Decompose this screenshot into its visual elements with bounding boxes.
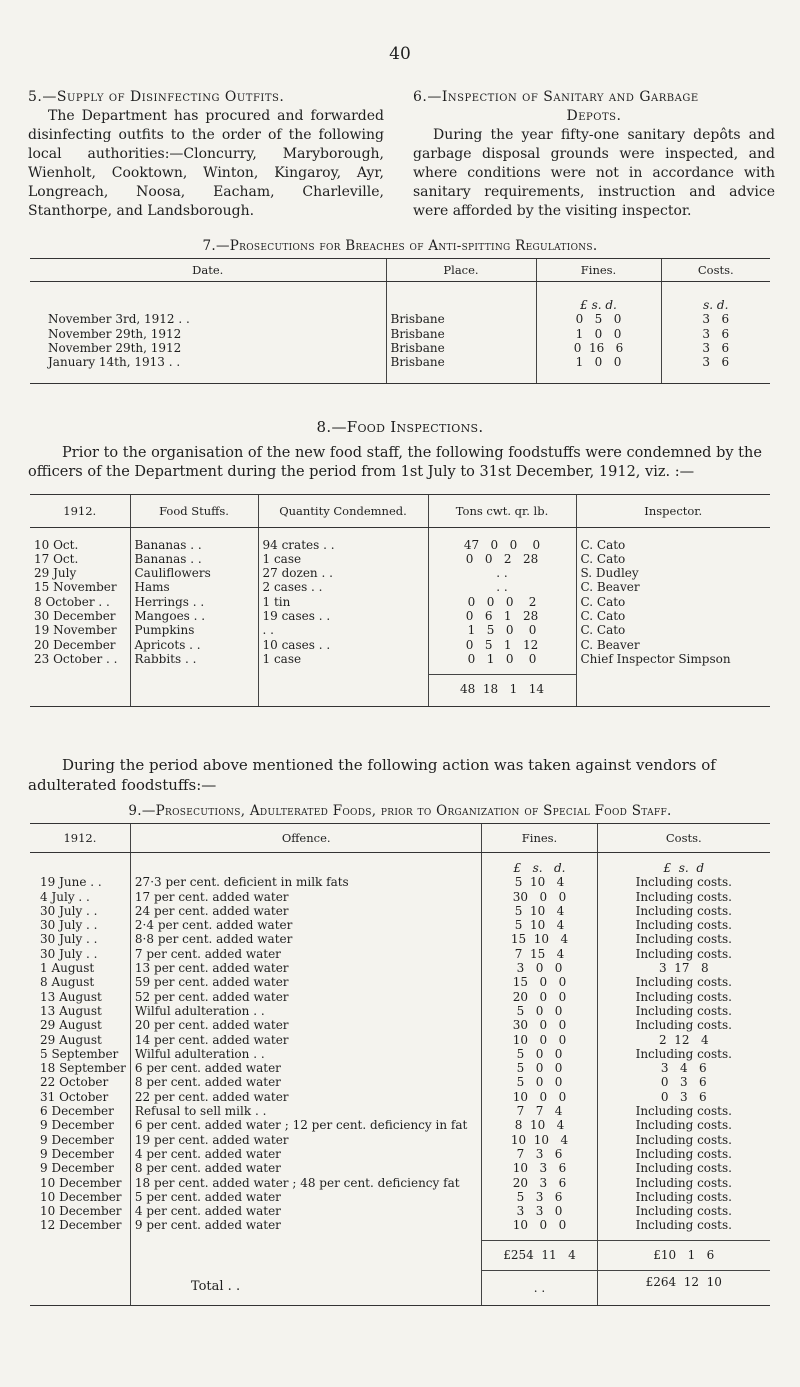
col-header-costs: Costs.	[661, 259, 770, 282]
row-fine: 30 0 0	[482, 890, 597, 904]
table-row: 20 December Apricots . . 10 cases . . 0 5 1 12 C. Beaver	[30, 638, 770, 652]
row-date: 19 June . .	[40, 875, 102, 890]
section-8-intro: Prior to the organisation of the new food staff, the following foodstuffs were condemned by the officers of the Department during the period from 1st July to 31st December, 1912, viz. :—	[28, 445, 762, 480]
row-offence: 8·8 per cent. added water	[130, 932, 482, 946]
row-date: 30 July . .	[40, 932, 98, 947]
row-fine: 7 15 4	[482, 947, 597, 961]
row-cost: Including costs.	[597, 918, 770, 932]
row-cost: 0 3 6	[597, 1075, 770, 1089]
table-row	[30, 1147, 770, 1161]
table-row	[30, 1204, 770, 1218]
table-row: November 3rd, 1912 . . Brisbane 0 5 0 3 6	[30, 312, 770, 326]
row-offence: Wilful adulteration . .	[130, 1004, 482, 1018]
table-row	[30, 1090, 770, 1104]
row-date: 30 July . .	[40, 903, 98, 918]
table-row	[30, 990, 770, 1004]
table-row	[30, 975, 770, 989]
total-weight: 48 18 1 14	[428, 674, 576, 706]
row-date: 12 December	[40, 1218, 122, 1233]
table-row	[30, 918, 770, 932]
row-cost: Including costs.	[597, 1218, 770, 1232]
section-6-heading-line2: Depots.	[566, 108, 622, 124]
row-cost: Including costs.	[597, 1161, 770, 1175]
row-date: 9 December	[40, 1146, 114, 1161]
row-cost: Including costs.	[597, 975, 770, 989]
row-cost: 0 3 6	[597, 1090, 770, 1104]
row-date: 4 July . .	[40, 889, 90, 904]
row-fine: 20 3 6	[482, 1176, 597, 1190]
total-costs: £264 12 10	[597, 1270, 770, 1305]
col-header-date: Date.	[30, 259, 386, 282]
row-offence: 9 per cent. added water	[130, 1218, 482, 1232]
row-offence: 8 per cent. added water	[130, 1075, 482, 1089]
table-row: 8 October . . Herrings . . 1 tin 0 0 0 2 C. Cato	[30, 595, 770, 609]
col-header-place: Place.	[386, 259, 536, 282]
row-cost: Including costs.	[597, 1133, 770, 1147]
table-row	[30, 1047, 770, 1061]
row-cost: Including costs.	[597, 932, 770, 946]
row-offence: 5 per cent. added water	[130, 1190, 482, 1204]
row-offence: 4 per cent. added water	[130, 1204, 482, 1218]
table-row	[30, 1133, 770, 1147]
adulterated-foods-table: 1912. Offence. Fines. Costs. £ s. d. £ s. d 19 June . . 27·3 per cent. deficient in milk fats 5 10 4 Including costs. 4 July . . 17 per cent. added water 30 0 0 Including costs. 30 July . . 24 per cent. added water 5 10 4 Including costs. 30 July . . 2·4 per cent. added water 5 10 4 Including costs. 30 July . . 8·8 per cent. added water 15 10 4 Including costs. 30 July . . 7 per cent. added water 7 15 4 Including costs. 1 August 13 per cent. added water 3 0 0 3 17 8 8 August 59 per cent. added water 15 0 0 Including costs. 13 August 52 per cent. added water 20 0 0 Including costs. 13 August Wilful adulteration . . 5 0 0 Including costs. 29 August 20 per cent. added water 30 0 0 Including costs. 29 August 14 per cent. added water 10 0 0 2 12 4 5 September Wilful adulteration . . 5 0 0 Including costs. 18 September 6 per cent. added water 5 0 0 3 4 6 22 October 8 per cent. added water 5 0 0 0 3 6 31 October 22 per cent. added water 10 0 0 0 3 6 6 December Refusal to sell milk . . 7 7 4 Including costs. 9 December 6 per cent. added water ; 12 per cent. deficiency in fat 8 10 4 Including costs. 9 December 19 per cent. added water 10 10 4 Including costs. 9 December 4 per cent. added water 7 3 6 Including costs. 9 December 8 per cent. added water 10 3 6 Including costs. 10 December 18 per cent. added water ; 48 per cent. deficiency fat 20 3 6 Including costs. 10 December 5 per cent. added water 5 3 6 Including costs. 10 December 4 per cent. added water 3 3 0 Including costs. 12 December 9 per cent. added water 10 0 0 Including costs. £254 11 4 £10 1 6 Total . . . . £264 12 10	[30, 823, 770, 1306]
row-date: 31 October	[40, 1089, 109, 1104]
food-inspections-table: 1912. Food Stuffs. Quantity Condemned. Tons cwt. qr. lb. Inspector. 10 Oct. Bananas . . 94 crates . . 47 0 0 0 C. Cato 17 Oct. Bananas . . 1 case 0 0 2 28 C. Cato 29 July Cauliflowers 27 dozen . . . . S. Dudley 15 November Hams 2 cases . . . . C. Beaver 8 October . . Herrings . . 1 tin 0 0 0 2 C. Cato 30 December Mangoes . . 19 cases . . 0 6 1 28 C. Cato 19 November Pumpkins . . 1 5 0 0 C. Cato 20 December Apricots . . 10 cases . . 0 5 1 12 C. Beaver 23 October . . Rabbits . . 1 case 0 1 0 0 Chief Inspector Simpson 48 18 1 14	[30, 494, 770, 707]
table-row	[30, 932, 770, 946]
table-row	[30, 875, 770, 889]
section-5-heading: 5.—Supply of Disinfecting Outfits.	[28, 89, 285, 105]
row-cost: Including costs.	[597, 947, 770, 961]
table-row	[30, 1161, 770, 1175]
costs-units: s. d.	[661, 282, 770, 313]
row-date: 30 July . .	[40, 946, 98, 961]
row-fine: 3 3 0	[482, 1204, 597, 1218]
anti-spitting-table	[30, 258, 770, 384]
row-cost: Including costs.	[597, 1147, 770, 1161]
table-row	[30, 1075, 770, 1089]
row-cost: Including costs.	[597, 1190, 770, 1204]
row-date: 13 August	[40, 1003, 102, 1018]
row-date: 10 December	[40, 1189, 122, 1204]
row-date: 9 December	[40, 1132, 114, 1147]
table-row: 30 December Mangoes . . 19 cases . . 0 6 1 28 C. Cato	[30, 609, 770, 623]
row-offence: 6 per cent. added water	[130, 1061, 482, 1075]
row-fine: 10 3 6	[482, 1161, 597, 1175]
row-fine: 5 3 6	[482, 1190, 597, 1204]
table-row	[30, 1104, 770, 1118]
row-date: 10 December	[40, 1175, 122, 1190]
adulterated-foods-rows	[30, 875, 770, 1232]
row-date: 10 December	[40, 1204, 122, 1219]
table-row: 19 November Pumpkins . . 1 5 0 0 C. Cato	[30, 623, 770, 637]
row-offence: 24 per cent. added water	[130, 904, 482, 918]
section-5-text: The Department has procured and forwarded disinfecting outfits to the order of the following local authorities:—Cloncurry, Maryborough, Wienholt, Cooktown, Winton, Kingaroy, Ayr, Longreach, Noosa, Eacham, Charleville, Stanthorpe, and Landsborough.	[28, 108, 384, 219]
row-fine: 15 0 0	[482, 975, 597, 989]
table-row: November 29th, 1912 Brisbane 1 0 0 3 6	[30, 327, 770, 341]
table-row: January 14th, 1913 . . Brisbane 1 0 0 3 6	[30, 355, 770, 384]
row-offence: 14 per cent. added water	[130, 1033, 482, 1047]
row-fine: 5 0 0	[482, 1075, 597, 1089]
row-date: 1 August	[40, 961, 95, 976]
row-fine: 7 7 4	[482, 1104, 597, 1118]
table-row	[30, 1018, 770, 1032]
row-date: 9 December	[40, 1118, 114, 1133]
row-fine: 15 10 4	[482, 932, 597, 946]
row-fine: 10 0 0	[482, 1218, 597, 1232]
table-row: 15 November Hams 2 cases . . . . C. Beaver	[30, 580, 770, 594]
row-fine: 30 0 0	[482, 1018, 597, 1032]
action-text: During the period above mentioned the following action was taken against vendors of adulterated foodstuffs:—	[28, 756, 716, 794]
row-offence: 52 per cent. added water	[130, 990, 482, 1004]
row-date: 29 August	[40, 1018, 102, 1033]
row-date: 5 September	[40, 1046, 119, 1061]
row-fine: 10 10 4	[482, 1133, 597, 1147]
row-cost: Including costs.	[597, 1204, 770, 1218]
row-cost: 3 17 8	[597, 961, 770, 975]
table-row	[30, 1176, 770, 1190]
row-cost: Including costs.	[597, 1176, 770, 1190]
row-cost: 2 12 4	[597, 1033, 770, 1047]
row-date: 9 December	[40, 1161, 114, 1176]
table-row	[30, 904, 770, 918]
fines-units: £ s. d.	[536, 282, 661, 313]
section-5	[28, 88, 384, 221]
table-row: November 29th, 1912 Brisbane 0 16 6 3 6	[30, 341, 770, 355]
row-cost: Including costs.	[597, 1047, 770, 1061]
col-header-fines: Fines.	[536, 259, 661, 282]
row-offence: 20 per cent. added water	[130, 1018, 482, 1032]
table-row	[30, 890, 770, 904]
table-row	[30, 1218, 770, 1232]
row-fine: 7 3 6	[482, 1147, 597, 1161]
row-offence: 19 per cent. added water	[130, 1133, 482, 1147]
page-number: 40	[389, 44, 411, 64]
row-offence: 22 per cent. added water	[130, 1090, 482, 1104]
row-date: 22 October	[40, 1075, 109, 1090]
section-6	[413, 88, 775, 221]
table-row: 10 Oct. Bananas . . 94 crates . . 47 0 0 0 C. Cato	[30, 538, 770, 552]
row-cost: Including costs.	[597, 1104, 770, 1118]
table-row	[30, 961, 770, 975]
subtotal-costs: £10 1 6	[597, 1241, 770, 1270]
section-6-heading: 6.—Inspection of Sanitary and Garbage	[413, 89, 699, 105]
row-cost: Including costs.	[597, 1018, 770, 1032]
table-row	[30, 1118, 770, 1132]
total-row	[30, 1270, 770, 1305]
row-offence: 13 per cent. added water	[130, 961, 482, 975]
row-cost: Including costs.	[597, 1004, 770, 1018]
row-fine: 3 0 0	[482, 961, 597, 975]
section-8-heading: 8.—Food Inspections.	[316, 418, 484, 436]
row-offence: 59 per cent. added water	[130, 975, 482, 989]
row-offence: Refusal to sell milk . .	[130, 1104, 482, 1118]
row-cost: Including costs.	[597, 990, 770, 1004]
row-date: 18 September	[40, 1061, 126, 1076]
row-offence: 4 per cent. added water	[130, 1147, 482, 1161]
row-date: 13 August	[40, 989, 102, 1004]
table-row	[30, 1004, 770, 1018]
row-cost: Including costs.	[597, 1118, 770, 1132]
row-offence: 2·4 per cent. added water	[130, 918, 482, 932]
row-fine: 5 0 0	[482, 1004, 597, 1018]
row-offence: 8 per cent. added water	[130, 1161, 482, 1175]
row-fine: 10 0 0	[482, 1090, 597, 1104]
subtotal-row	[30, 1241, 770, 1270]
row-date: 6 December	[40, 1104, 114, 1119]
table-row: 29 July Cauliflowers 27 dozen . . . . S. Dudley	[30, 566, 770, 580]
row-date: 29 August	[40, 1032, 102, 1047]
row-fine: 8 10 4	[482, 1118, 597, 1132]
row-date: 30 July . .	[40, 918, 98, 933]
row-date: 8 August	[40, 975, 95, 990]
row-fine: 5 10 4	[482, 875, 597, 889]
row-cost: Including costs.	[597, 890, 770, 904]
row-fine: 5 10 4	[482, 904, 597, 918]
row-offence: 7 per cent. added water	[130, 947, 482, 961]
row-cost: 3 4 6	[597, 1061, 770, 1075]
row-fine: 5 0 0	[482, 1061, 597, 1075]
total-row	[30, 674, 770, 706]
section-9-heading: 9.—Prosecutions, Adulterated Foods, prior to Organization of Special Food Staff.	[128, 803, 672, 819]
table-row	[30, 1061, 770, 1075]
row-fine: 5 10 4	[482, 918, 597, 932]
section-7-heading: 7.—Prosecutions for Breaches of Anti-spitting Regulations.	[202, 238, 598, 254]
row-fine: 20 0 0	[482, 990, 597, 1004]
row-offence: 27·3 per cent. deficient in milk fats	[130, 875, 482, 889]
row-fine: 5 0 0	[482, 1047, 597, 1061]
row-offence: Wilful adulteration . .	[130, 1047, 482, 1061]
subtotal-fines: £254 11 4	[482, 1241, 597, 1270]
section-6-text: During the year fifty-one sanitary depôts and garbage disposal grounds were inspected, and where conditions were not in accordance with sanitary requirements, instruction and advice were afforded by the visiting inspector.	[413, 127, 775, 219]
row-cost: Including costs.	[597, 875, 770, 889]
row-offence: 18 per cent. added water ; 48 per cent. deficiency fat	[130, 1176, 482, 1190]
row-cost: Including costs.	[597, 904, 770, 918]
total-label: Total . .	[130, 1270, 482, 1305]
table-row	[30, 1033, 770, 1047]
row-fine: 10 0 0	[482, 1033, 597, 1047]
total-fines: . .	[482, 1270, 597, 1305]
table-row	[30, 947, 770, 961]
table-row	[30, 1190, 770, 1204]
table-row: 23 October . . Rabbits . . 1 case 0 1 0 0 Chief Inspector Simpson	[30, 652, 770, 666]
row-offence: 6 per cent. added water ; 12 per cent. deficiency in fat	[130, 1118, 482, 1132]
row-offence: 17 per cent. added water	[130, 890, 482, 904]
table-row: 17 Oct. Bananas . . 1 case 0 0 2 28 C. Cato	[30, 552, 770, 566]
